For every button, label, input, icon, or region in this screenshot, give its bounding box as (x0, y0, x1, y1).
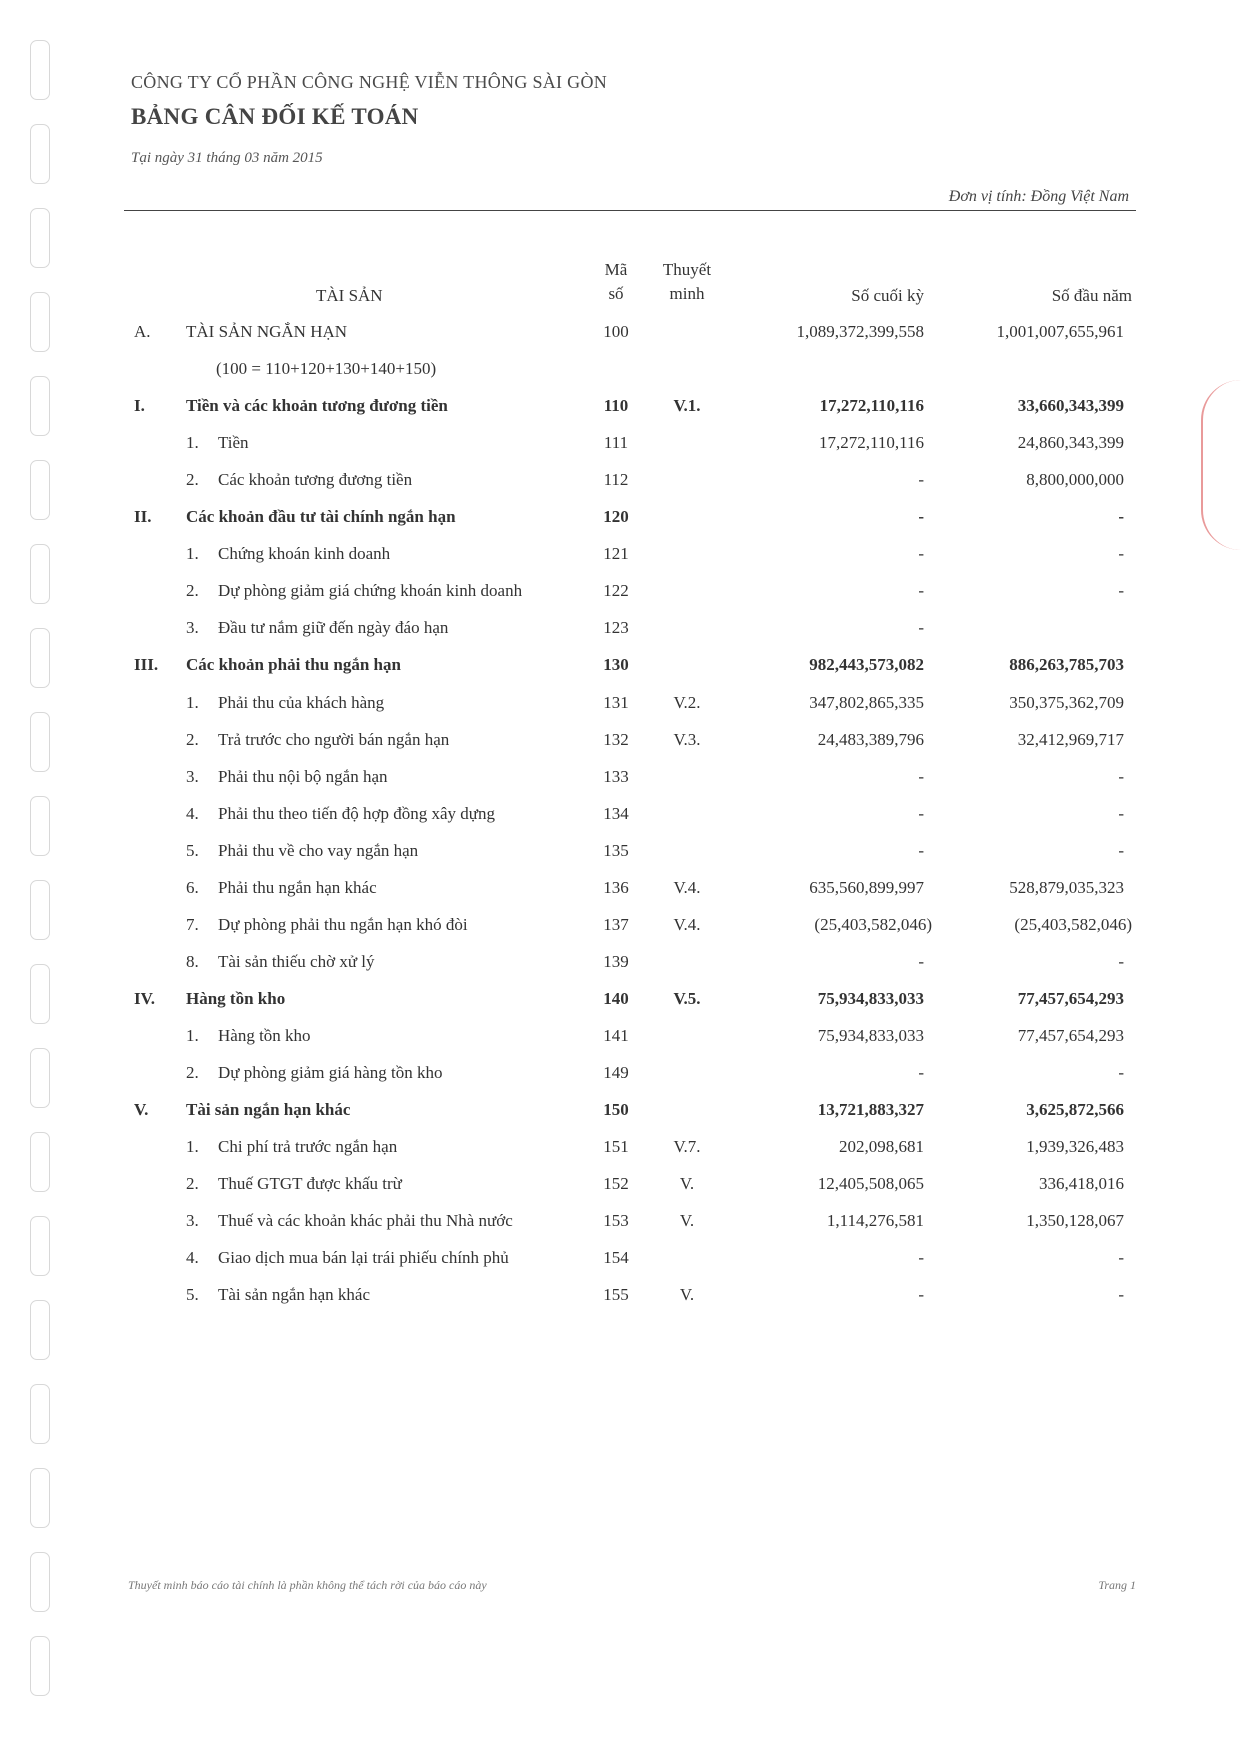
item-label: Dự phòng phải thu ngắn hạn khó đòi (218, 914, 468, 934)
end-period-value: 202,098,681 (839, 1137, 924, 1157)
begin-year-value: 1,939,326,483 (1026, 1137, 1124, 1157)
item-label: Đầu tư nắm giữ đến ngày đáo hạn (218, 618, 449, 638)
end-period-value: 24,483,389,796 (817, 729, 924, 749)
formula-row (0, 359, 1241, 396)
end-period-value: - (918, 544, 924, 564)
end-period-value: 17,272,110,116 (819, 396, 924, 416)
code-cell: 141 (603, 1025, 629, 1045)
code-cell: 121 (603, 544, 629, 564)
note-cell: V.4. (673, 914, 701, 934)
begin-year-value: 886,263,785,703 (1009, 655, 1124, 675)
begin-year-value: 1,001,007,655,961 (996, 322, 1124, 341)
table-row (0, 730, 1241, 767)
item-index: 3. (186, 618, 199, 638)
end-period-value: 982,443,573,082 (809, 655, 924, 675)
column-header-end-period: Số cuối kỳ (851, 286, 924, 305)
begin-year-value: - (1118, 840, 1124, 860)
end-period-value: 1,089,372,399,558 (796, 322, 924, 341)
end-period-value: 1,114,276,581 (826, 1211, 924, 1231)
item-label: Tiền (218, 433, 249, 453)
binder-hole (30, 1552, 50, 1612)
table-row (0, 693, 1241, 730)
code-cell: 123 (603, 618, 629, 638)
column-header-note (652, 258, 722, 306)
code-cell: 134 (603, 803, 629, 823)
section-row (0, 655, 1241, 692)
begin-year-value: - (1118, 803, 1124, 823)
code-cell: 151 (603, 1137, 629, 1157)
section-label: Hàng tồn kho (186, 988, 286, 1008)
code-cell: 120 (603, 507, 629, 527)
table-row (0, 1137, 1241, 1174)
begin-year-value: 350,375,362,709 (1009, 692, 1124, 712)
table-row (0, 1174, 1241, 1211)
table-row (0, 470, 1241, 507)
item-index: 2. (186, 581, 199, 601)
begin-year-value: 24,860,343,399 (1017, 433, 1124, 453)
item-label: Trả trước cho người bán ngắn hạn (218, 729, 450, 749)
begin-year-value: (25,403,582,046) (1014, 914, 1132, 934)
item-label: Chứng khoán kinh doanh (218, 544, 391, 564)
binder-hole (30, 208, 50, 268)
column-header-begin-year: Số đầu năm (1051, 286, 1132, 305)
code-cell: 154 (603, 1248, 629, 1268)
section-index: V. (134, 1100, 149, 1120)
end-period-value: - (918, 618, 924, 638)
item-index: 5. (186, 840, 199, 860)
column-header-code (598, 258, 634, 306)
note-cell: V. (679, 1174, 695, 1194)
section-row (0, 507, 1241, 544)
code-cell: 155 (603, 1285, 629, 1305)
begin-year-value: 8,800,000,000 (1026, 470, 1124, 490)
code-cell: 153 (603, 1211, 629, 1231)
item-label: Hàng tồn kho (218, 1025, 311, 1045)
item-label: Chi phí trả trước ngắn hạn (218, 1137, 398, 1157)
begin-year-value: 32,412,969,717 (1017, 729, 1124, 749)
currency-unit: Đơn vị tính: Đồng Việt Nam (948, 188, 1129, 205)
end-period-value: 75,934,833,033 (817, 1025, 924, 1045)
item-label: Phải thu của khách hàng (218, 692, 385, 712)
column-header-assets: TÀI SẢN (316, 286, 383, 305)
code-cell: 130 (603, 655, 629, 675)
code-cell: 135 (603, 840, 629, 860)
code-cell: 110 (603, 396, 629, 416)
section-label: Tài sản ngắn hạn khác (186, 1100, 351, 1120)
code-cell: 139 (603, 951, 629, 971)
table-row (0, 1248, 1241, 1285)
begin-year-value: - (1118, 544, 1124, 564)
item-index: 2. (186, 1063, 199, 1082)
note-cell: V.4. (673, 877, 701, 897)
column-header-code-line1: Mã (604, 260, 628, 279)
code-cell: 133 (603, 766, 629, 786)
column-header-note-line1: Thuyết (662, 260, 712, 279)
table-row (0, 878, 1241, 915)
table-row (0, 952, 1241, 989)
item-index: 8. (186, 951, 199, 971)
footer-note: Thuyết minh báo cáo tài chính là phần không thể tách rời của báo cáo này (128, 1578, 487, 1592)
begin-year-value: - (1118, 507, 1124, 527)
section-row (0, 989, 1241, 1026)
item-label: Phải thu ngắn hạn khác (218, 877, 377, 897)
table-row (0, 544, 1241, 581)
code-cell: 137 (603, 914, 629, 934)
section-label: Các khoản đầu tư tài chính ngắn hạn (186, 507, 456, 527)
column-header-note-line2: minh (669, 284, 705, 303)
item-index: 7. (186, 914, 199, 934)
item-index: 1. (186, 433, 199, 453)
end-period-value: - (918, 581, 924, 601)
begin-year-value: - (1118, 1248, 1124, 1268)
end-period-value: 12,405,508,065 (817, 1174, 924, 1194)
end-period-value: - (918, 1063, 924, 1082)
begin-year-value: 1,350,128,067 (1026, 1211, 1124, 1231)
begin-year-value: 77,457,654,293 (1017, 1025, 1124, 1045)
begin-year-value: 33,660,343,399 (1017, 396, 1124, 416)
section-row (0, 396, 1241, 433)
note-cell: V.3. (673, 729, 701, 749)
item-index: 3. (186, 766, 199, 786)
item-index: 1. (186, 1025, 199, 1045)
table-row (0, 1211, 1241, 1248)
section-label: Các khoản phải thu ngắn hạn (186, 655, 401, 675)
item-label: Các khoản tương đương tiền (218, 470, 413, 490)
end-period-value: 17,272,110,116 (819, 433, 924, 453)
code-cell: 150 (603, 1100, 629, 1120)
begin-year-value: - (1118, 1063, 1124, 1082)
end-period-value: 75,934,833,033 (817, 988, 924, 1008)
item-index: 1. (186, 544, 199, 564)
section-index: A. (134, 322, 151, 341)
begin-year-value: 3,625,872,566 (1026, 1100, 1124, 1120)
note-cell: V.5. (673, 988, 701, 1008)
item-index: 6. (186, 877, 199, 897)
item-index: 5. (186, 1285, 199, 1305)
table-row (0, 581, 1241, 618)
begin-year-value: - (1118, 951, 1124, 971)
binder-hole (30, 1636, 50, 1696)
item-index: 4. (186, 1248, 199, 1268)
begin-year-value: 528,879,035,323 (1009, 877, 1124, 897)
column-header-code-line2: số (608, 284, 624, 303)
item-index: 1. (186, 692, 199, 712)
report-title: BẢNG CÂN ĐỐI KẾ TOÁN (131, 104, 419, 129)
item-label: Phải thu nội bộ ngắn hạn (218, 766, 388, 786)
begin-year-value: - (1118, 766, 1124, 786)
end-period-value: (25,403,582,046) (814, 914, 932, 934)
code-cell: 140 (603, 988, 629, 1008)
table-row (0, 915, 1241, 952)
section-row (0, 322, 1241, 359)
item-label: Dự phòng giảm giá hàng tồn kho (218, 1063, 443, 1082)
page-number: Trang 1 (1098, 1578, 1136, 1592)
report-date: Tại ngày 31 tháng 03 năm 2015 (131, 150, 323, 166)
table-row (0, 767, 1241, 804)
end-period-value: - (918, 507, 924, 527)
table-row (0, 841, 1241, 878)
item-index: 1. (186, 1137, 199, 1157)
end-period-value: - (918, 951, 924, 971)
company-name: CÔNG TY CỔ PHẦN CÔNG NGHỆ VIỄN THÔNG SÀI GÒN (131, 72, 608, 92)
binder-hole (30, 1384, 50, 1444)
item-label: Dự phòng giảm giá chứng khoán kinh doanh (218, 581, 523, 601)
binder-hole (30, 1468, 50, 1528)
section-label: TÀI SẢN NGẮN HẠN (186, 322, 348, 341)
item-label: Giao dịch mua bán lại trái phiếu chính phủ (218, 1248, 509, 1268)
table-row (0, 433, 1241, 470)
binder-hole (30, 124, 50, 184)
end-period-value: 635,560,899,997 (809, 877, 924, 897)
section-index: IV. (134, 988, 155, 1008)
item-label: Thuế GTGT được khấu trừ (218, 1174, 402, 1194)
item-index: 4. (186, 803, 199, 823)
note-cell: V.7. (673, 1137, 701, 1157)
end-period-value: - (918, 1285, 924, 1305)
binder-hole (30, 40, 50, 100)
section-index: I. (134, 396, 145, 416)
code-cell: 100 (603, 322, 629, 341)
item-index: 3. (186, 1211, 199, 1231)
end-period-value: 13,721,883,327 (817, 1100, 924, 1120)
table-row (0, 618, 1241, 655)
table-row (0, 1063, 1241, 1100)
section-index: II. (134, 507, 152, 527)
end-period-value: - (918, 840, 924, 860)
table-row (0, 1285, 1241, 1322)
begin-year-value: 336,418,016 (1039, 1174, 1124, 1194)
formula-text: (100 = 110+120+130+140+150) (216, 359, 437, 379)
note-cell: V. (679, 1285, 695, 1305)
table-row (0, 804, 1241, 841)
item-label: Tài sản ngắn hạn khác (218, 1285, 370, 1305)
header-divider (124, 210, 1136, 211)
item-label: Phải thu về cho vay ngắn hạn (218, 840, 419, 860)
end-period-value: - (918, 803, 924, 823)
end-period-value: - (918, 766, 924, 786)
item-index: 2. (186, 729, 199, 749)
item-index: 2. (186, 1174, 199, 1194)
note-cell: V. (679, 1211, 695, 1231)
end-period-value: - (918, 470, 924, 490)
code-cell: 112 (603, 470, 629, 490)
begin-year-value: - (1118, 581, 1124, 601)
section-label: Tiền và các khoản tương đương tiền (186, 396, 448, 416)
code-cell: 152 (603, 1174, 629, 1194)
end-period-value: 347,802,865,335 (809, 692, 924, 712)
code-cell: 111 (603, 433, 629, 453)
begin-year-value: - (1118, 1285, 1124, 1305)
code-cell: 122 (603, 581, 629, 601)
note-cell: V.1. (673, 396, 701, 416)
table-row (0, 1026, 1241, 1063)
note-cell: V.2. (673, 692, 701, 712)
section-index: III. (134, 655, 159, 675)
code-cell: 149 (603, 1063, 629, 1082)
item-label: Thuế và các khoản khác phải thu Nhà nước (218, 1211, 513, 1231)
section-row (0, 1100, 1241, 1137)
begin-year-value: 77,457,654,293 (1017, 988, 1124, 1008)
code-cell: 131 (603, 692, 629, 712)
item-index: 2. (186, 470, 199, 490)
item-label: Tài sản thiếu chờ xử lý (218, 951, 375, 971)
code-cell: 136 (603, 877, 629, 897)
item-label: Phải thu theo tiến độ hợp đồng xây dựng (218, 803, 495, 823)
code-cell: 132 (603, 729, 629, 749)
end-period-value: - (918, 1248, 924, 1268)
